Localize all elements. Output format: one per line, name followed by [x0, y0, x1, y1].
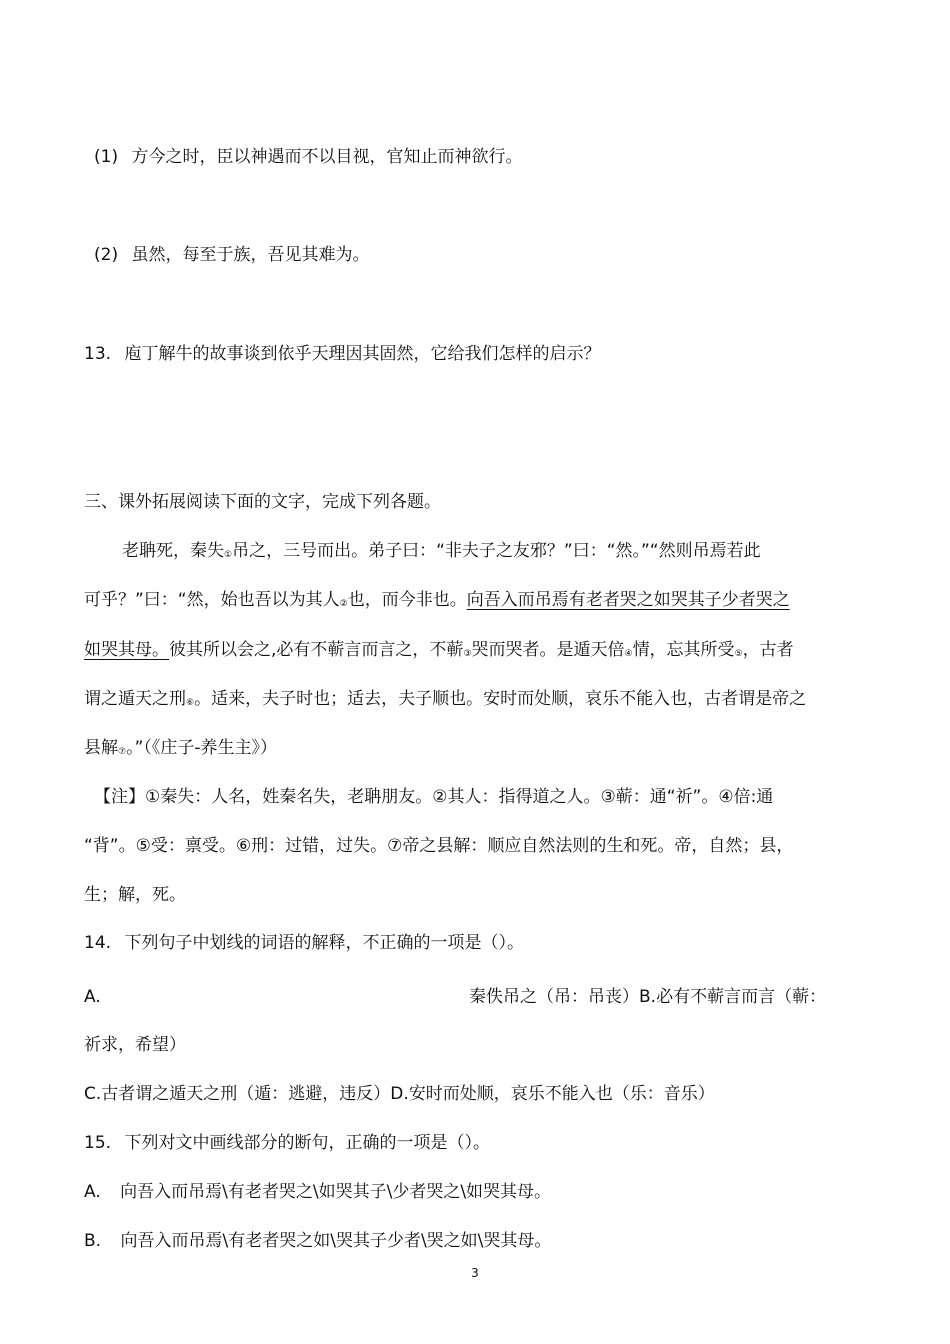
page-number: 3 [471, 1266, 479, 1280]
question-text: 下列句子中划线的词语的解释，不正确的一项是（）。 [124, 933, 524, 953]
item-number: (2) [94, 245, 119, 265]
note-marker: ⑤ [734, 649, 743, 659]
q12-item-2 [94, 243, 370, 267]
question-number: 13. [84, 344, 112, 364]
option-label: A. [84, 1182, 101, 1202]
q14-option-a-b: 秦佚吊之（吊：吊丧）B.必有不蕲言而言（蕲： [469, 987, 827, 1007]
item-number: (1) [94, 147, 119, 167]
q12-item-1 [94, 145, 523, 169]
notes-line-2: “背”。⑤受：禀受。⑥刑：过错，过失。⑦帝之县解：顺应自然法则的生和死。帝，自然；县， [84, 836, 794, 856]
underlined-passage: 如哭其母。 [84, 640, 169, 660]
passage-text: 县解 [84, 738, 118, 758]
passage-line-5 [84, 736, 277, 764]
question-number: 14. [84, 933, 112, 953]
note-marker: ① [224, 550, 233, 560]
question-number: 15. [84, 1133, 112, 1153]
option-text: 向吾入而吊焉\有老者哭之如\哭其子少者\哭之如\哭其母。 [120, 1231, 552, 1251]
passage-text: 谓之遁天之刑 [84, 689, 186, 709]
q15-option-b [84, 1229, 551, 1253]
passage-line-4 [84, 687, 806, 715]
item-text: 方今之时，臣以神遇而不以目视，官知止而神欲行。 [131, 147, 523, 167]
passage-text: 。适来，夫子时也；适去，夫子顺也。安时而处顺，哀乐不能入也，古者谓是帝之 [194, 689, 807, 709]
passage-text: 彼其所以会之,必有不蕲言而言之，不蕲 [169, 640, 464, 660]
passage-text: 。”（《庄子-养生主》） [126, 738, 278, 758]
passage-text: 可乎？”曰：“然，始也吾以为其人 [84, 590, 340, 610]
note-marker: ③ [463, 649, 472, 659]
q14-option-a-label: A. [84, 987, 101, 1007]
option-text: 向吾入而吊焉\有老者哭之\如哭其子\少者哭之\如哭其母。 [120, 1182, 552, 1202]
notes-line-1: 【注】①秦失：人名，姓秦名失，老聃朋友。②其人：指得道之人。③蕲：通“祈”。④倍:通 [94, 787, 774, 807]
question-13 [84, 342, 600, 366]
note-marker: ⑦ [118, 747, 127, 757]
passage-text: 情，忘其所受 [632, 640, 735, 660]
question-text: 下列对文中画线部分的断句，正确的一项是（）。 [124, 1133, 490, 1153]
passage-text: 也，而今非也。 [347, 590, 467, 610]
q15-option-a [84, 1180, 551, 1204]
question-text: 庖丁解牛的故事谈到依乎天理因其固然，它给我们怎样的启示？ [124, 344, 601, 364]
note-marker: ⑥ [186, 698, 195, 708]
passage-text: 哭而哭者。是遁天倍 [471, 640, 625, 660]
underlined-passage: 向吾入而吊焉有老者哭之如哭其子少者哭之 [466, 590, 790, 610]
q14-option-b-cont: 祈求，希望） [84, 1035, 186, 1055]
note-marker: ④ [624, 649, 633, 659]
item-text: 虽然，每至于族，吾见其难为。 [131, 245, 370, 265]
notes-line-3: 生；解，死。 [84, 885, 186, 905]
passage-line-2 [84, 588, 790, 616]
question-15 [84, 1131, 490, 1155]
passage-text: 吊之，三号而出。弟子曰：“非夫子之友邪？”曰：“然。”“然则吊焉若此 [232, 541, 761, 561]
note-marker: ② [339, 599, 348, 609]
passage-text: 老聃死，秦失 [122, 541, 224, 561]
passage-line-1 [122, 539, 761, 567]
passage-text: ，古者 [742, 640, 794, 660]
section-3-title: 三、课外拓展阅读下面的文字，完成下列各题。 [84, 492, 441, 512]
q14-option-c-d: C.古者谓之遁天之刑（遁：逃避，违反）D.安时而处顺，哀乐不能入也（乐：音乐） [84, 1084, 715, 1104]
passage-line-3 [84, 638, 794, 666]
option-label: B. [84, 1231, 102, 1251]
question-14 [84, 931, 524, 955]
